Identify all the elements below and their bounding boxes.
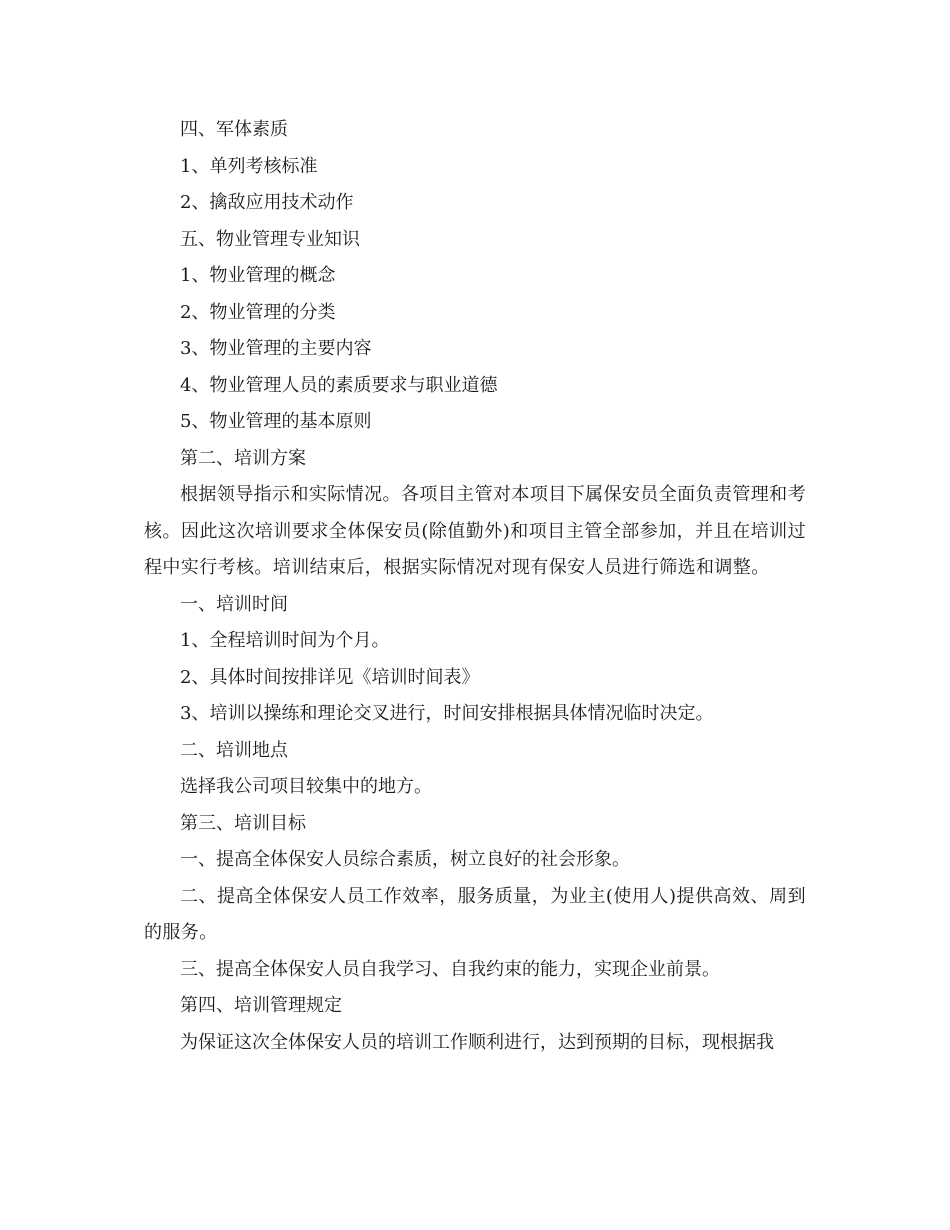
item-property-classification: 2、物业管理的分类: [180, 301, 336, 323]
item-capture-techniques: 2、擒敌应用技术动作: [180, 192, 354, 213]
document-body: [144, 112, 806, 1061]
goal-self-learning: 三、提高全体保安人员自我学习、自我约束的能力，实现企业前景。: [180, 958, 720, 980]
heading-property-knowledge: 五、物业管理专业知识: [180, 228, 360, 250]
item-schedule-table: 2、具体时间按排详见《培训时间表》: [180, 666, 480, 688]
goal-overall-quality: 一、提高全体保安人员综合素质，树立良好的社会形象。: [180, 849, 630, 870]
heading-military-quality: 四、军体素质: [180, 119, 288, 140]
item-property-ethics: 4、物业管理人员的素质要求与职业道德: [180, 374, 498, 396]
section-training-plan: 第二、培训方案: [180, 447, 306, 469]
heading-training-time: 一、培训时间: [180, 593, 288, 615]
item-single-column-standard: 1、单列考核标准: [180, 155, 318, 177]
section-training-goals: 第三、培训目标: [180, 812, 306, 834]
item-property-concept: 1、物业管理的概念: [180, 265, 336, 286]
item-property-content: 3、物业管理的主要内容: [180, 338, 372, 359]
paragraph-training-plan: 根据领导指示和实际情况。各项目主管对本项目下属保安员全面负责管理和考核。因此这次培训要求全体保安员(除值勤外)和项目主管全部参加，并且在培训过程中实行考核。培训结束后，根据实际情况对现有保安人员进行筛选和调整。: [144, 484, 806, 578]
paragraph-training-rules-start: 为保证这次全体保安人员的培训工作顺利进行，达到预期的目标，现根据我: [180, 1031, 774, 1053]
heading-training-location: 二、培训地点: [180, 739, 288, 761]
goal-work-efficiency: 二、提高全体保安人员工作效率，服务质量，为业主(使用人)提供高效、周到的服务。: [144, 885, 806, 943]
item-drill-theory: 3、培训以操练和理论交叉进行，时间安排根据具体情况临时决定。: [180, 703, 714, 724]
text-training-location: 选择我公司项目较集中的地方。: [180, 776, 432, 797]
item-full-duration: 1、全程培训时间为个月。: [180, 630, 390, 651]
section-training-rules: 第四、培训管理规定: [180, 995, 342, 1016]
item-property-principles: 5、物业管理的基本原则: [180, 411, 372, 432]
